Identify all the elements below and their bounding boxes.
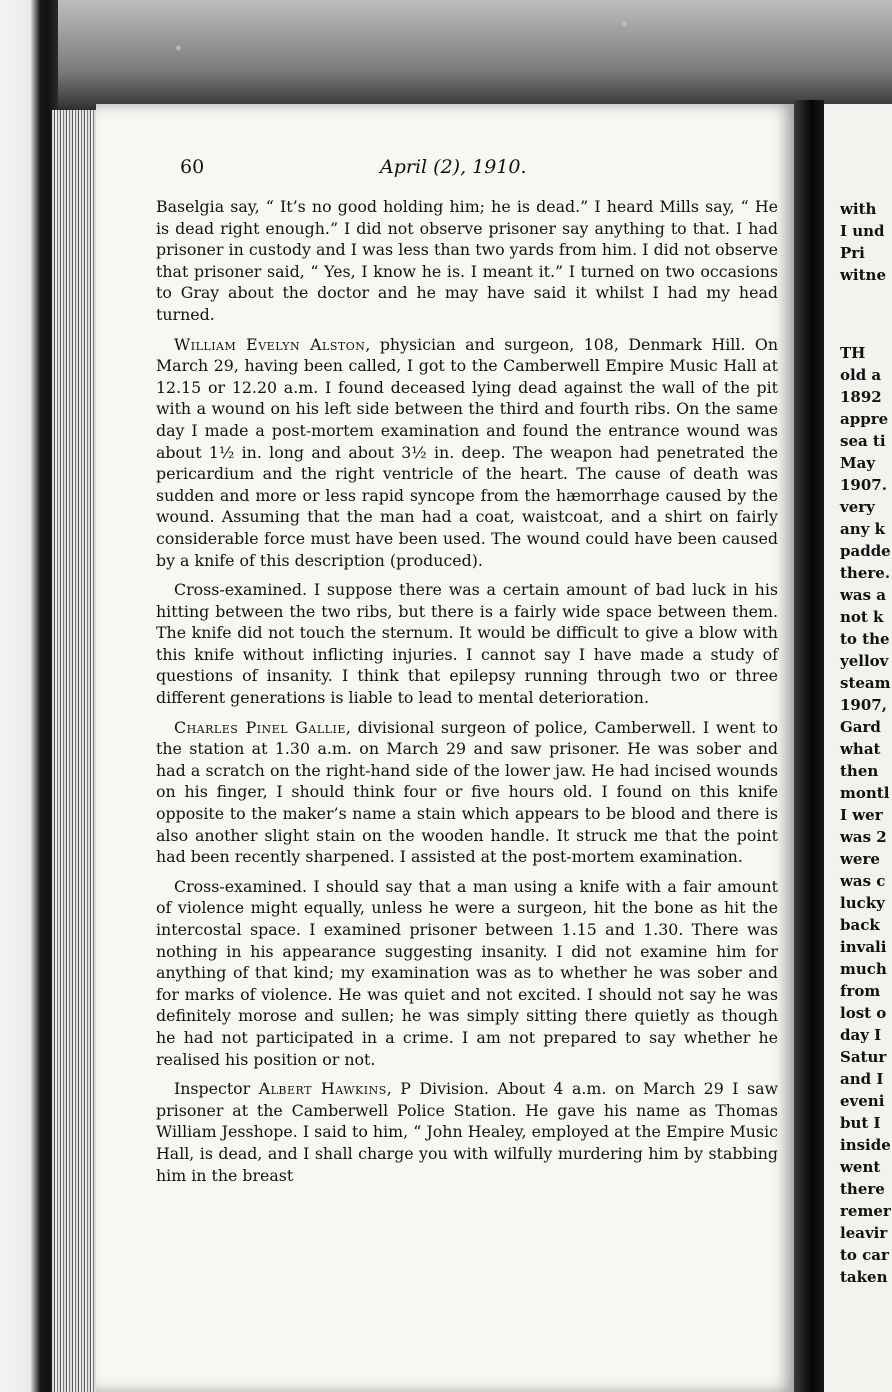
facing-page-fragment: any k xyxy=(840,520,885,538)
facing-page-fragment: back xyxy=(840,916,880,934)
facing-page-fragment: appre xyxy=(840,410,889,428)
facing-page-fragment: Satur xyxy=(840,1048,887,1066)
scan-background-left xyxy=(0,0,58,1392)
facing-page-fragment: lucky xyxy=(840,894,885,912)
facing-page-fragment: to the xyxy=(840,630,890,648)
facing-page xyxy=(824,104,892,1392)
facing-page-fragment: witne xyxy=(840,266,886,284)
page-number: 60 xyxy=(180,156,205,178)
facing-page-fragment: 1907, xyxy=(840,696,887,714)
facing-page-fragment: inside xyxy=(840,1136,891,1154)
paragraph xyxy=(156,579,778,709)
paragraph-prefix: Inspector xyxy=(174,1079,259,1099)
paragraph xyxy=(156,1078,778,1186)
facing-page-fragment: 1892 xyxy=(840,388,882,406)
paragraph xyxy=(156,196,778,326)
witness-name: William Evelyn Alston xyxy=(174,334,366,354)
paragraph xyxy=(156,876,778,1070)
facing-page-fragment: with xyxy=(840,200,877,218)
facing-page-fragment: very xyxy=(840,498,875,516)
facing-page-fragment: montl xyxy=(840,784,890,802)
facing-page-fragment: I und xyxy=(840,222,885,240)
page-date: April (2), 1910. xyxy=(380,156,527,178)
facing-page-fragment: went xyxy=(840,1158,881,1176)
facing-page-fragment: lost o xyxy=(840,1004,887,1022)
facing-page-fragment: to car xyxy=(840,1246,889,1264)
facing-page-fragment: Pri xyxy=(840,244,865,262)
facing-page-fragment: I wer xyxy=(840,806,883,824)
facing-page-fragment: TH xyxy=(840,344,866,362)
facing-page-fragment: there. xyxy=(840,564,891,582)
paragraph-text: , divisional surgeon of police, Camberwell. I went to the station at 1.30 a.m. on March 29 and saw prisoner. He was sober and had a scratch on the right-hand side of the lower jaw. He had incised wounds on his finger, I should think four or five hours old. I found on this knife opposite to the maker’s name a stain which appears to be blood and there is also another slight stain on the wooden handle. It struck me that the point had been recently sharpened. I assisted at the post-mortem examination. xyxy=(156,717,778,867)
facing-page-fragment: and I xyxy=(840,1070,884,1088)
facing-page-fragment: but I xyxy=(840,1114,881,1132)
facing-page-fragment: invali xyxy=(840,938,887,956)
scan-background-top xyxy=(0,0,892,120)
book-page-edges xyxy=(52,110,98,1392)
paragraph-text: , physician and surgeon, 108, Denmark Hill. On March 29, having been called, I got to the Camberwell Empire Music Hall at 12.15 or 12.20 a.m. I found deceased lying dead against the wall of the pit with a wound on his left side between the third and fourth ribs. On the same day I made a post-mortem examination and found the entrance wound was about 1½ in. long and about 3½ in. deep. The weapon had penetrated the pericardium and the right ventricle of the heart. The cause of death was sudden and more or less rapid syncope from the hæmorrhage caused by the wound. Assuming that the man had a coat, waistcoat, and a shirt on fairly considerable force must have been used. The wound could have been caused by a knife of this description (produced). xyxy=(156,334,778,570)
facing-page-fragment: was 2 xyxy=(840,828,887,846)
witness-name: Charles Pinel Gallie xyxy=(174,717,346,737)
paragraph xyxy=(156,717,778,868)
facing-page-fragment: leavir xyxy=(840,1224,888,1242)
facing-page-fragment: then xyxy=(840,762,879,780)
page-header xyxy=(180,156,540,182)
facing-page-fragment: steam xyxy=(840,674,891,692)
facing-page-fragment: old a xyxy=(840,366,882,384)
facing-page-fragment: were xyxy=(840,850,880,868)
paragraph-text: Cross-examined. I should say that a man using a knife with a fair amount of violence might equally, unless he were a surgeon, hit the bone as hit the intercostal space. I examined prisoner between 1.15 and 1.30. There was nothing in his appearance suggesting insanity. I did not examine him for anything of that kind; my examination was as to whether he was sober and for marks of violence. He was quiet and not excited. I should not say he was definitely morose and sullen; he was simply sitting there quietly as though he had not participated in a crime. I am not prepared to say whether he realised his position or not. xyxy=(156,876,778,1069)
facing-page-fragment: much xyxy=(840,960,887,978)
facing-page-fragment: sea ti xyxy=(840,432,886,450)
facing-page-fragment: was c xyxy=(840,872,886,890)
facing-page-fragment: remer xyxy=(840,1202,891,1220)
paragraph xyxy=(156,334,778,572)
facing-page-fragment: taken xyxy=(840,1268,888,1286)
page-body xyxy=(156,196,778,1194)
facing-page-fragment: not k xyxy=(840,608,884,626)
facing-page-fragment: from xyxy=(840,982,881,1000)
facing-page-fragment: there xyxy=(840,1180,885,1198)
facing-page-fragment: day I xyxy=(840,1026,882,1044)
paragraph-text: Cross-examined. I suppose there was a certain amount of bad luck in his hitting between the two ribs, but there is a fairly wide space between them. The knife did not touch the sternum. It would be difficult to give a blow with this knife without inflicting injuries. I cannot say I have made a study of questions of insanity. I think that epilepsy running through two or three different generations is liable to lead to mental deterioration. xyxy=(156,580,778,708)
facing-page-fragment: Gard xyxy=(840,718,881,736)
facing-page-fragment: yellov xyxy=(840,652,889,670)
facing-page-fragment: what xyxy=(840,740,881,758)
facing-page-fragment: 1907. xyxy=(840,476,887,494)
facing-page-fragment: May xyxy=(840,454,876,472)
paragraph-text: , P Division. About 4 a.m. on March 29 I saw prisoner at the Camberwell Police Station. He gave his name as Thomas William Jesshope. I said to him, “ John Healey, employed at the Empire Music Hall, is dead, and I shall charge you with wilfully murdering him by stabbing him in the breast xyxy=(156,1079,779,1185)
facing-page-fragment: was a xyxy=(840,586,887,604)
facing-page-fragment: padde xyxy=(840,542,891,560)
book-spine-shadow xyxy=(794,100,824,1392)
facing-page-fragment: eveni xyxy=(840,1092,885,1110)
paragraph-text: Baselgia say, “ It’s no good holding him; he is dead.” I heard Mills say, “ He is dead right enough.” I did not observe prisoner say anything to that. I had prisoner in custody and I was less than two yards from him. I did not observe that prisoner said, “ Yes, I know he is. I meant it.” I turned on two occasions to Gray about the doctor and he may have said it whilst I had my head turned. xyxy=(156,197,778,324)
witness-name: Albert Hawkins xyxy=(258,1079,387,1099)
